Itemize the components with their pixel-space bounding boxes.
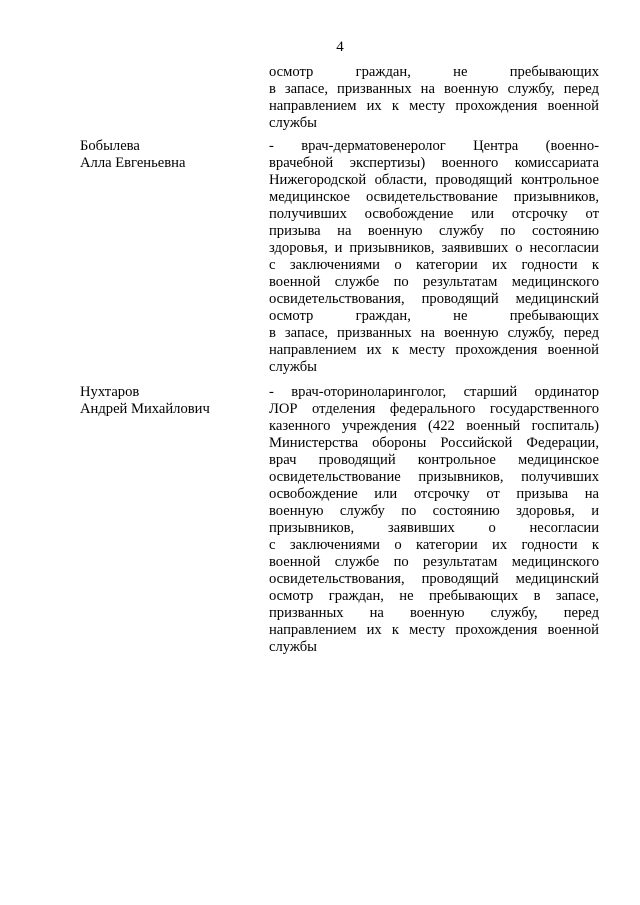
duty-line: ЛОР отделения федерального государственного xyxy=(269,401,599,417)
duty-line: направлением их к месту прохождения военной xyxy=(269,622,599,638)
duty-line: медицинское освидетельствование призывников, xyxy=(269,189,599,205)
duty-line: призывников, заявивших о несогласии xyxy=(269,520,599,536)
duty-line: военную службу по состоянию здоровья, и xyxy=(269,503,599,519)
duty-line: Нижегородской области, проводящий контрольное xyxy=(269,172,599,188)
duty-line: казенного учреждения (422 военный госпиталь) xyxy=(269,418,599,434)
duty-line: - врач-дерматовенеролог Центра (военно- xyxy=(269,138,599,154)
duty-line: военной службе по результатам медицинского xyxy=(269,554,599,570)
duty-line: освобождение или отсрочку от призыва на xyxy=(269,486,599,502)
person-surname: Нухтаров xyxy=(80,384,140,400)
duty-line: службы xyxy=(269,359,317,375)
duty-line: получивших освобождение или отсрочку от xyxy=(269,206,599,222)
duty-line: с заключениями о категории их годности к xyxy=(269,537,599,553)
duty-line: в запасе, призванных на военную службу, перед xyxy=(269,81,599,97)
duty-line: здоровья, и призывников, заявивших о несогласии xyxy=(269,240,599,256)
duty-line: Министерства обороны Российской Федерации, xyxy=(269,435,599,451)
duty-line: осмотр граждан, не пребывающих xyxy=(269,64,599,80)
duty-line: призыва на военную службу по состоянию xyxy=(269,223,599,239)
duty-line: врач проводящий контрольное медицинское xyxy=(269,452,599,468)
duty-line: врачебной экспертизы) военного комиссариата xyxy=(269,155,599,171)
duty-line: освидетельствование призывников, получивших xyxy=(269,469,599,485)
duty-line: направлением их к месту прохождения военной xyxy=(269,98,599,114)
person-surname: Бобылева xyxy=(80,138,140,154)
duty-line: освидетельствования, проводящий медицинский xyxy=(269,291,599,307)
duty-line: военной службе по результатам медицинского xyxy=(269,274,599,290)
duty-line: - врач-оториноларинголог, старший ординатор xyxy=(269,384,599,400)
duty-line: в запасе, призванных на военную службу, перед xyxy=(269,325,599,341)
duty-line: направлением их к месту прохождения военной xyxy=(269,342,599,358)
duty-line: призванных на военную службу, перед xyxy=(269,605,599,621)
duty-line: осмотр граждан, не пребывающих xyxy=(269,308,599,324)
duty-line: освидетельствования, проводящий медицинский xyxy=(269,571,599,587)
person-given-names: Алла Евгеньевна xyxy=(80,155,186,171)
duty-line: службы xyxy=(269,639,317,655)
person-given-names: Андрей Михайлович xyxy=(80,401,210,417)
duty-line: осмотр граждан, не пребывающих в запасе, xyxy=(269,588,599,604)
duty-line: службы xyxy=(269,115,317,131)
duty-line: с заключениями о категории их годности к xyxy=(269,257,599,273)
page-number: 4 xyxy=(336,39,344,55)
